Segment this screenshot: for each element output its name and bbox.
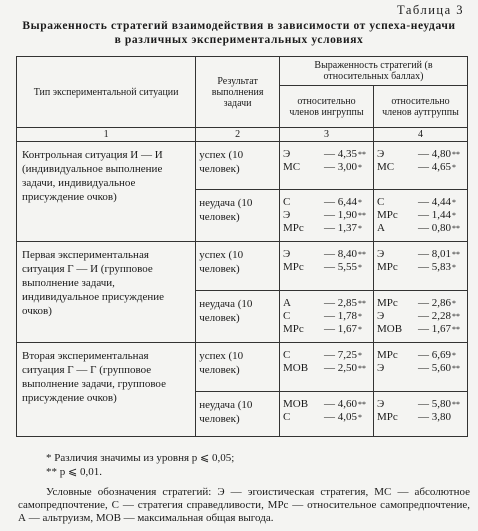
score-value: — 2,86: [417, 297, 451, 309]
score-value: — 5,80: [417, 398, 451, 410]
score-value: — 0,80: [417, 222, 451, 234]
strategy-code: С: [376, 196, 385, 208]
significance-mark: **: [357, 150, 366, 159]
significance-mark: **: [357, 400, 366, 409]
strategy-value: [283, 310, 370, 323]
significance-mark: *: [451, 351, 456, 360]
strategy-value: [283, 161, 370, 174]
strategy-code: МРс: [376, 209, 398, 221]
situation-cell: Контрольная ситуация И — И (индивидуальное выполнение задачи, индивидуальное присуждение очков): [17, 142, 196, 242]
result-cell: неудача (10 человек): [196, 392, 280, 437]
ingroup-values-cell: [279, 392, 373, 437]
outgroup-values-cell: [373, 190, 467, 242]
strategy-value: [377, 323, 464, 336]
significance-mark: *: [357, 351, 362, 360]
score-value: — 2,28: [417, 310, 451, 322]
strategy-code: МРс: [282, 261, 304, 273]
strategy-code: С: [282, 349, 291, 361]
significance-mark: *: [357, 163, 362, 172]
score-value: — 5,83: [417, 261, 451, 273]
strategy-value: [377, 196, 464, 209]
strategy-code: А: [376, 222, 385, 234]
strategy-code: Э: [282, 248, 291, 260]
score-value: — 1,67: [417, 323, 451, 335]
score-value: — 4,44: [417, 196, 451, 208]
strategy-value: [283, 411, 370, 424]
significance-mark: *: [451, 163, 456, 172]
strategy-value: [283, 261, 370, 274]
header-outgroup: относительно членов аутгруппы: [373, 86, 467, 128]
significance-mark: *: [451, 211, 456, 220]
score-value: — 4,05: [323, 411, 357, 423]
table-number: Таблица 3: [397, 3, 464, 17]
footnote-1: * Различия значимы из уровня p ⩽ 0,05;: [46, 452, 235, 464]
strategy-code: А: [282, 297, 291, 309]
strategy-value: [377, 148, 464, 161]
situation-cell: Вторая экспериментальная ситуация Г — Г (групповое выполнение задачи, групповое присуждение очков): [17, 343, 196, 437]
score-value: — 6,69: [417, 349, 451, 361]
result-cell: успех (10 человек): [196, 242, 280, 291]
header-ingroup: относительно членов ингруппы: [279, 86, 373, 128]
situation-cell: Первая экспериментальная ситуация Г — И (групповое выполнение задачи, индивидуальное присуждение очков): [17, 242, 196, 343]
significance-mark: **: [357, 364, 366, 373]
score-value: — 1,67: [323, 323, 357, 335]
strategy-value: [283, 148, 370, 161]
col-number: 4: [373, 128, 467, 142]
strategy-value: [377, 310, 464, 323]
significance-mark: **: [451, 150, 460, 159]
significance-mark: *: [357, 413, 362, 422]
strategy-value: [377, 161, 464, 174]
result-cell: успех (10 человек): [196, 343, 280, 392]
score-value: — 4,35: [323, 148, 357, 160]
strategy-code: МОВ: [282, 362, 309, 374]
ingroup-values-cell: [279, 142, 373, 190]
score-value: — 2,50: [323, 362, 357, 374]
strategy-value: [283, 398, 370, 411]
outgroup-values-cell: [373, 242, 467, 291]
score-value: — 1,44: [417, 209, 451, 221]
score-value: — 3,00: [323, 161, 357, 173]
strategy-value: [283, 297, 370, 310]
table-row: [17, 242, 468, 291]
strategy-code: МОВ: [282, 398, 309, 410]
significance-mark: *: [357, 312, 362, 321]
strategy-code: Э: [376, 248, 385, 260]
strategy-code: МРс: [376, 411, 398, 423]
data-table: [16, 56, 468, 437]
significance-mark: **: [451, 325, 460, 334]
significance-mark: **: [451, 250, 460, 259]
strategy-code: Э: [282, 209, 291, 221]
strategy-value: [283, 323, 370, 336]
col-number: 1: [17, 128, 196, 142]
table-title-line1: Выраженность стратегий взаимодействия в зависимости от успеха-неудачи: [22, 20, 456, 32]
ingroup-values-cell: [279, 343, 373, 392]
significance-mark: **: [451, 364, 460, 373]
strategy-code: МРс: [282, 222, 304, 234]
strategy-value: [283, 209, 370, 222]
strategy-code: МС: [376, 161, 395, 173]
footnote-2: ** p ⩽ 0,01.: [46, 466, 102, 478]
significance-mark: **: [357, 299, 366, 308]
strategy-value: [283, 349, 370, 362]
table-title-line2: в различных экспериментальных условиях: [114, 34, 364, 46]
score-value: — 1,78: [323, 310, 357, 322]
strategy-value: [377, 362, 464, 375]
significance-mark: *: [357, 198, 362, 207]
score-value: — 8,40: [323, 248, 357, 260]
score-value: — 8,01: [417, 248, 451, 260]
significance-mark: **: [451, 224, 460, 233]
score-value: — 6,44: [323, 196, 357, 208]
strategy-value: [377, 222, 464, 235]
ingroup-values-cell: [279, 291, 373, 343]
strategy-value: [377, 209, 464, 222]
significance-mark: *: [451, 263, 456, 272]
strategy-value: [377, 261, 464, 274]
strategy-code: МРс: [376, 349, 398, 361]
strategy-code: С: [282, 411, 291, 423]
score-value: — 7,25: [323, 349, 357, 361]
strategy-code: Э: [376, 398, 385, 410]
outgroup-values-cell: [373, 291, 467, 343]
score-value: — 1,37: [323, 222, 357, 234]
score-value: — 4,60: [323, 398, 357, 410]
col-number: 2: [196, 128, 280, 142]
ingroup-values-cell: [279, 242, 373, 291]
strategy-code: С: [282, 310, 291, 322]
strategy-code: МРс: [376, 261, 398, 273]
header-result: Результат выполнения задачи: [196, 57, 280, 128]
outgroup-values-cell: [373, 343, 467, 392]
strategy-value: [283, 362, 370, 375]
table-row: [17, 343, 468, 392]
significance-mark: *: [357, 224, 362, 233]
strategy-value: [377, 248, 464, 261]
significance-mark: [451, 411, 464, 424]
result-cell: успех (10 человек): [196, 142, 280, 190]
significance-mark: *: [451, 299, 456, 308]
strategy-code: МОВ: [376, 323, 403, 335]
header-expression: Выраженность стратегий (в относительных баллах): [279, 57, 467, 86]
significance-mark: *: [451, 198, 456, 207]
strategy-value: [377, 398, 464, 411]
strategy-value: [377, 349, 464, 362]
significance-mark: **: [357, 211, 366, 220]
score-value: — 4,80: [417, 148, 451, 160]
result-cell: неудача (10 человек): [196, 190, 280, 242]
outgroup-values-cell: [373, 392, 467, 437]
result-cell: неудача (10 человек): [196, 291, 280, 343]
score-value: — 5,55: [323, 261, 357, 273]
table-row: [17, 142, 468, 190]
significance-mark: **: [451, 400, 460, 409]
strategy-code: МС: [282, 161, 301, 173]
strategy-value: [283, 222, 370, 235]
strategy-code: Э: [376, 148, 385, 160]
significance-mark: **: [451, 312, 460, 321]
strategy-value: [283, 196, 370, 209]
strategy-code: С: [282, 196, 291, 208]
significance-mark: *: [357, 263, 362, 272]
score-value: — 5,60: [417, 362, 451, 374]
strategy-code: МРс: [376, 297, 398, 309]
strategy-value: [377, 297, 464, 310]
score-value: — 4,65: [417, 161, 451, 173]
significance-mark: **: [357, 250, 366, 259]
ingroup-values-cell: [279, 190, 373, 242]
strategy-code: Э: [376, 310, 385, 322]
strategy-code: МРс: [282, 323, 304, 335]
strategy-code: Э: [282, 148, 291, 160]
score-value: — 1,90: [323, 209, 357, 221]
strategy-value: [377, 411, 464, 424]
header-situation: Тип экспериментальной ситуации: [17, 57, 196, 128]
col-number: 3: [279, 128, 373, 142]
strategy-value: [283, 248, 370, 261]
score-value: — 2,85: [323, 297, 357, 309]
outgroup-values-cell: [373, 142, 467, 190]
strategy-code: Э: [376, 362, 385, 374]
score-value: — 3,80: [417, 411, 451, 423]
significance-mark: *: [357, 325, 362, 334]
legend-text: Условные обозначения стратегий: Э — эгоистическая стратегия, МС — абсолютное самопредпочтение, С — стратегия справедливости, МРс — относительное самопредпочтение, А — альтруизм, МОВ — максимальная общая выгода.: [18, 486, 470, 524]
